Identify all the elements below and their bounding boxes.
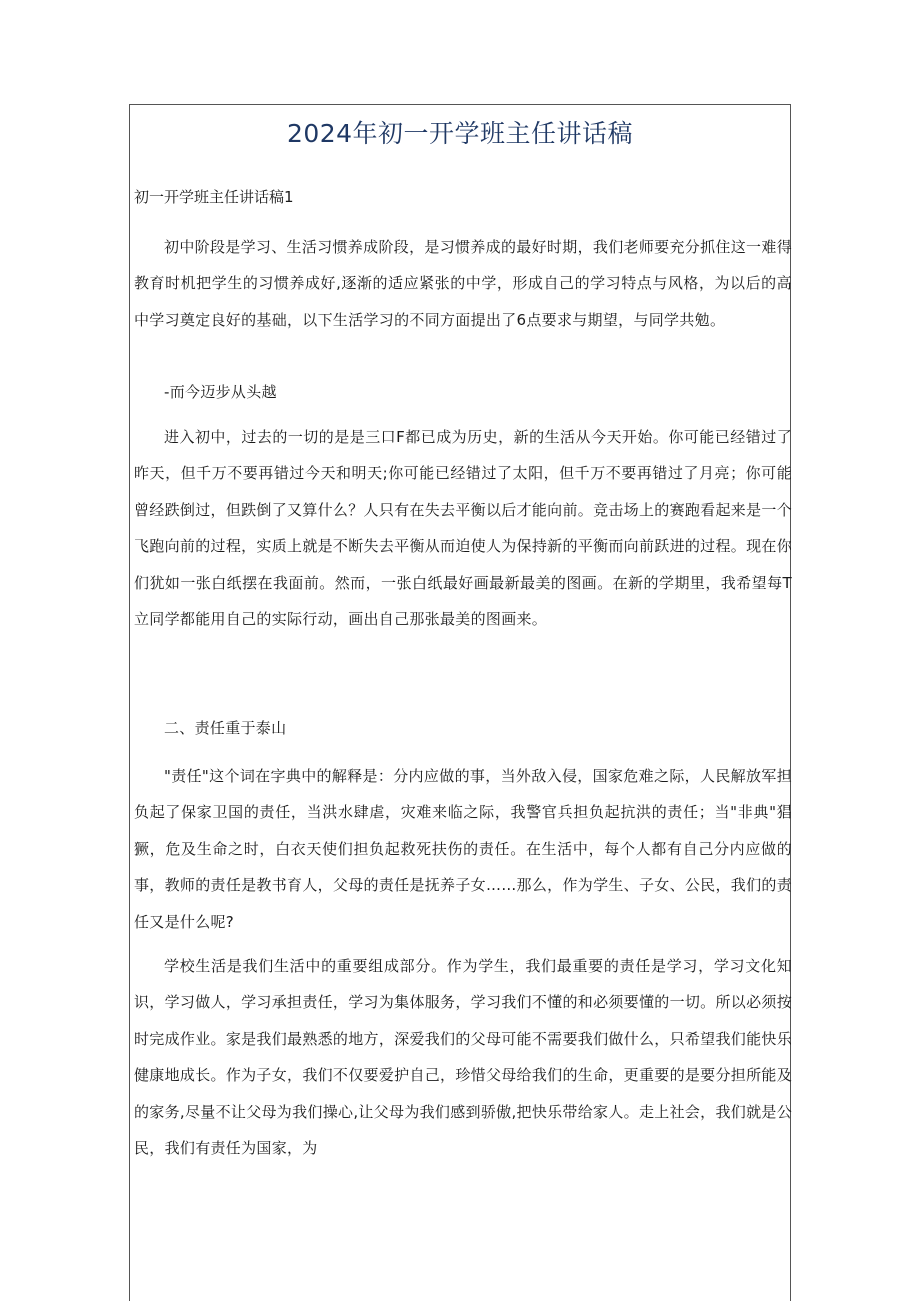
document-title: 2024年初一开学班主任讲话稿 [286,119,634,148]
paragraph-section-1: 进入初中，过去的一切的是是三口F都已成为历史，新的生活从今天开始。你可能已经错过了昨天，但千万不要再错过今天和明天;你可能已经错过了太阳，但千万不要再错过了月亮；你可能曾经跌倒过，但跌倒了又算什么？人只有在失去平衡以后才能向前。竞击场上的赛跑看起来是一个飞跑向前的过程，实质上就是不断失去平衡从而迫使人为保持新的平衡而向前跃进的过程。现在你们犹如一张白纸摆在我面前。然而，一张白纸最好画最新最美的图画。在新的学期里，我希望每T立同学都能用自己的实际行动，画出自己那张最美的图画来。 [134,428,792,629]
section-heading-1: -而今迈步从头越 [164,383,277,401]
paragraph-intro: 初中阶段是学习、生活习惯养成阶段，是习惯养成的最好时期，我们老师要充分抓住这一难得教育时机把学生的习惯养成好,逐渐的适应紧张的中学，形成自己的学习特点与风格，为以后的高中学习奠定良好的基础，以下生活学习的不同方面提出了6点要求与期望，与同学共勉。 [134,238,792,329]
paragraph-school-life: 学校生活是我们生活中的重要组成部分。作为学生，我们最重要的责任是学习，学习文化知识，学习做人，学习承担责任，学习为集体服务，学习我们不懂的和必须要懂的一切。所以必须按时完成作业。家是我们最熟悉的地方，深爱我们的父母可能不需要我们做什么，只希望我们能快乐健康地成长。作为子女，我们不仅要爱护自己，珍惜父母给我们的生命，更重要的是要分担所能及的家务,尽量不让父母为我们操心,让父母为我们感到骄傲,把快乐带给家人。走上社会，我们就是公民，我们有责任为国家，为 [134,957,792,1158]
paragraph-responsibility: "责任"这个词在字典中的解释是：分内应做的事，当外敌入侵，国家危难之际，人民解放军担负起了保家卫国的责任，当洪水肆虐，灾难来临之际，我警官兵担负起抗洪的责任；当"非典"猖獗，危及生命之时，白衣天使们担负起救死扶伤的责任。在生活中，每个人都有自己分内应做的事，教师的责任是教书育人，父母的责任是抚养子女……那么，作为学生、子女、公民，我们的责任又是什么呢? [134,767,792,931]
document-subtitle: 初一开学班主任讲话稿1 [134,188,294,206]
section-heading-2: 二、责任重于泰山 [164,719,287,737]
